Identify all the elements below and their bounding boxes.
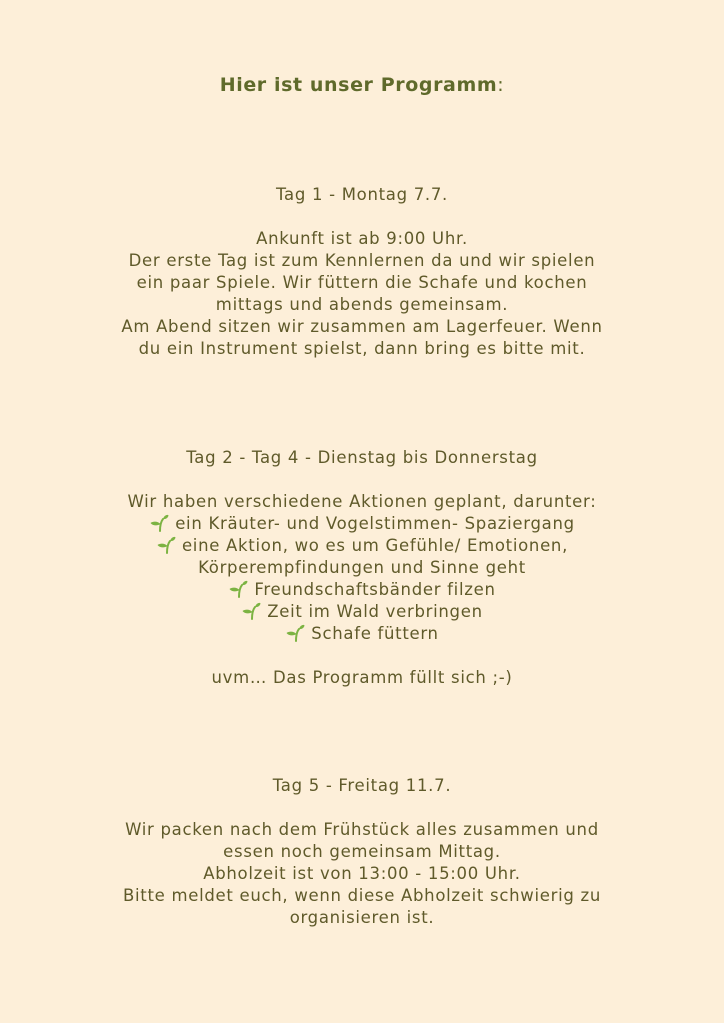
day2-intro: Wir haben verschiedene Aktionen geplant, darunter: [127,492,597,511]
activity-item [60,623,664,645]
page-title-text: Hier ist unser Programm [219,74,498,96]
day5-line: Bitte meldet euch, wenn diese Abholzeit schwierig zu [123,886,601,905]
day1-line: du ein Instrument spielst, dann bring es bitte mit. [138,339,586,358]
activity-item-label: eine Aktion, wo es um Gefühle/ Emotionen, [181,536,569,555]
sprout-icon [149,514,169,532]
activity-item [60,535,664,557]
day5-section [60,775,664,929]
activity-item-label: Schafe füttern [311,624,439,643]
day1-line: mittags und abends gemeinsam. [215,295,509,314]
activity-item-label: Freundschaftsbänder filzen [254,580,496,599]
day5-line: Wir packen nach dem Frühstück alles zusammen und [125,820,599,839]
day1-line: ein paar Spiele. Wir füttern die Schafe und kochen [136,273,588,292]
day2-heading: Tag 2 - Tag 4 - Dienstag bis Donnerstag [186,448,538,467]
page-title-colon: : [497,74,505,96]
activity-item [60,513,664,535]
sprout-icon [241,602,261,620]
activity-item [60,601,664,623]
day5-line: Abholzeit ist von 13:00 - 15:00 Uhr. [203,864,521,883]
day1-heading: Tag 1 - Montag 7.7. [276,185,448,204]
day1-line: Ankunft ist ab 9:00 Uhr. [256,229,468,248]
day2-section [60,447,664,689]
activity-item-label: Zeit im Wald verbringen [267,602,483,621]
sprout-icon [228,580,248,598]
sprout-icon [285,624,305,642]
sprout-icon [156,536,176,554]
activity-item-label: ein Kräuter- und Vogelstimmen- Spaziergang [175,514,575,533]
day5-line: essen noch gemeinsam Mittag. [223,842,501,861]
day2-outro: uvm… Das Programm füllt sich ;-) [211,668,513,687]
day1-section [60,184,664,360]
day5-line: organisieren ist. [289,908,435,927]
day5-heading: Tag 5 - Freitag 11.7. [272,776,452,795]
activity-item [60,579,664,601]
page-title [0,72,724,98]
activity-item-continuation: Körperempfindungen und Sinne geht [198,558,526,577]
day1-line: Der erste Tag ist zum Kennlernen da und wir spielen [128,251,596,270]
day1-line: Am Abend sitzen wir zusammen am Lagerfeuer. Wenn [121,317,603,336]
